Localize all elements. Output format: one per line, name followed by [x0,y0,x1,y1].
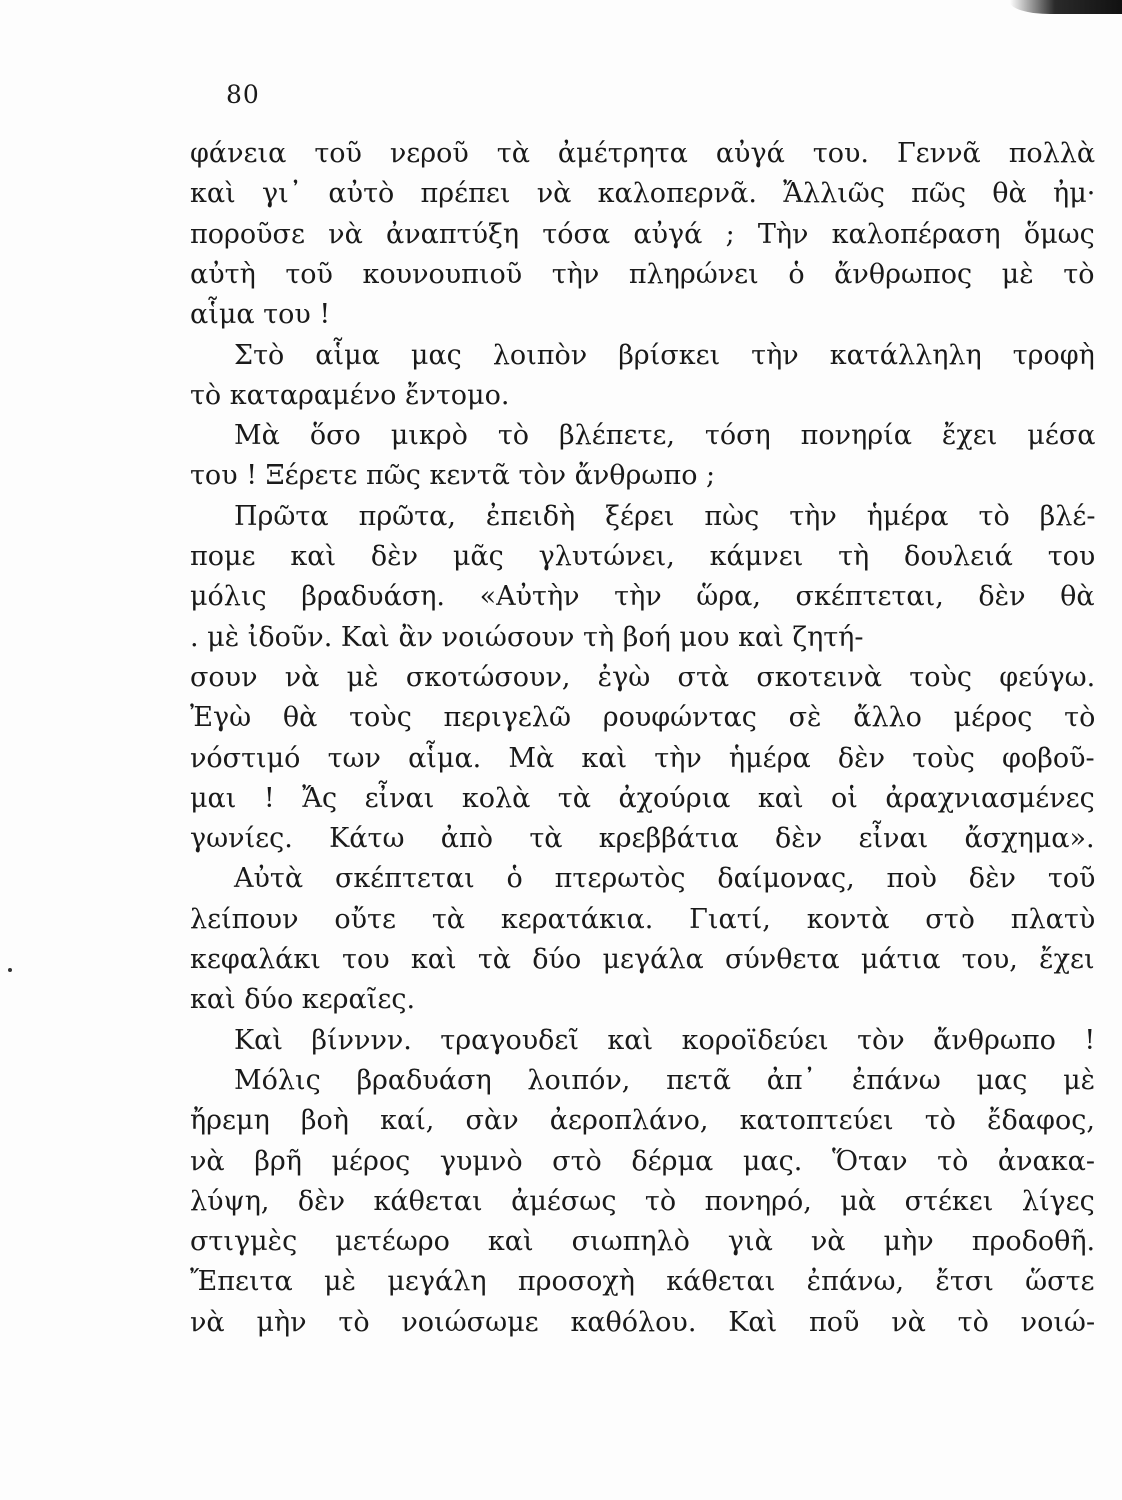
text-line: Μόλις βραδυάση λοιπόν, πετᾶ ἀπ᾿ ἐπάνω μας μὲ [234,1064,1096,1096]
text-line: . μὲ ἰδοῦν. Καὶ ἂν νοιώσουν τὴ βοή μου καὶ ζητή- [190,621,864,653]
text-line: μόλις βραδυάση. «Αὐτὴν τὴν ὥρα, σκέπτεται, δὲν θὰ [190,581,1095,613]
text-line: μαι ! Ἄς εἶναι κολὰ τὰ ἀχούρια καὶ οἱ ἀραχνιασμένες [190,782,1095,814]
scan-corner-shadow [1010,0,1122,14]
text-line: Καὶ βίνννν. τραγουδεῖ καὶ κοροϊδεύει τὸν ἄνθρωπο ! [234,1024,1096,1056]
text-line: ἤρεμη βοὴ καί, σὰν ἀεροπλάνο, κατοπτεύει τὸ ἔδαφος, [190,1105,1095,1137]
text-line: του ! Ξέρετε πῶς κεντᾶ τὸν ἄνθρωπο ; [190,460,716,492]
text-line: Στὸ αἷμα μας λοιπὸν βρίσκει τὴν κατάλληλη τροφὴ [234,339,1095,371]
text-line: νὰ μὴν τὸ νοιώσωμε καθόλου. Καὶ ποῦ νὰ τὸ νοιώ- [190,1306,1096,1338]
page-number: 80 [226,80,260,109]
text-line: σουν νὰ μὲ σκοτώσουν, ἐγὼ στὰ σκοτεινὰ τοὺς φεύγω. [190,661,1096,693]
text-line: αἷμα του ! [190,299,331,331]
text-line: πομε καὶ δὲν μᾶς γλυτώνει, κάμνει τὴ δουλειά του [190,541,1096,572]
text-line: ποροῦσε νὰ ἀναπτύξη τόσα αὐγά ; Τὴν καλοπέραση ὅμως [190,218,1095,250]
text-line: καὶ δύο κεραῖες. [190,984,416,1016]
text-line: Πρῶτα πρῶτα, ἐπειδὴ ξέρει πὼς τὴν ἡμέρα τὸ βλέ- [234,500,1096,532]
text-line: στιγμὲς μετέωρο καὶ σιωπηλὸ γιὰ νὰ μὴν προδοθῆ. [190,1226,1096,1258]
text-line: νὰ βρῆ μέρος γυμνὸ στὸ δέρμα μας. Ὅταν τὸ ἀνακα- [190,1145,1096,1177]
text-line: κεφαλάκι του καὶ τὰ δύο μεγάλα σύνθετα μάτια του, ἔχει [190,944,1095,975]
text-line: λύψη, δὲν κάθεται ἀμέσως τὸ πονηρό, μὰ στέκει λίγες [190,1185,1095,1217]
text-line: καὶ γι᾿ αὐτὸ πρέπει νὰ καλοπερνᾶ. Ἄλλιῶς πῶς θὰ ἠμ· [190,178,1096,210]
text-line: νόστιμό των αἷμα. Μὰ καὶ τὴν ἡμέρα δὲν τοὺς φοβοῦ- [190,742,1095,774]
text-line: Αὐτὰ σκέπτεται ὁ πτερωτὸς δαίμονας, ποὺ δὲν τοῦ [234,863,1096,895]
scan-speck [8,968,12,972]
text-line: Ἔπειτα μὲ μεγάλη προσοχὴ κάθεται ἐπάνω, ἔτσι ὥστε [190,1266,1095,1298]
text-line: Μὰ ὅσο μικρὸ τὸ βλέπετε, τόση πονηρία ἔχει μέσα [234,420,1096,452]
text-line: φάνεια τοῦ νεροῦ τὰ ἀμέτρητα αὐγά του. Γεννᾶ πολλὰ [190,138,1096,169]
text-line: λείπουν οὔτε τὰ κερατάκια. Γιατί, κοντὰ στὸ πλατὺ [190,903,1096,935]
text-line: τὸ καταραμένο ἔντομο. [190,379,510,411]
text-line: γωνίες. Κάτω ἀπὸ τὰ κρεββάτια δὲν εἶναι ἄσχημα». [190,823,1095,855]
text-line: Ἐγὼ θὰ τοὺς περιγελῶ ρουφώντας σὲ ἄλλο μέρος τὸ [190,702,1096,734]
text-line: αὐτὴ τοῦ κουνουπιοῦ τὴν πληρώνει ὁ ἄνθρωπος μὲ τὸ [190,258,1095,290]
